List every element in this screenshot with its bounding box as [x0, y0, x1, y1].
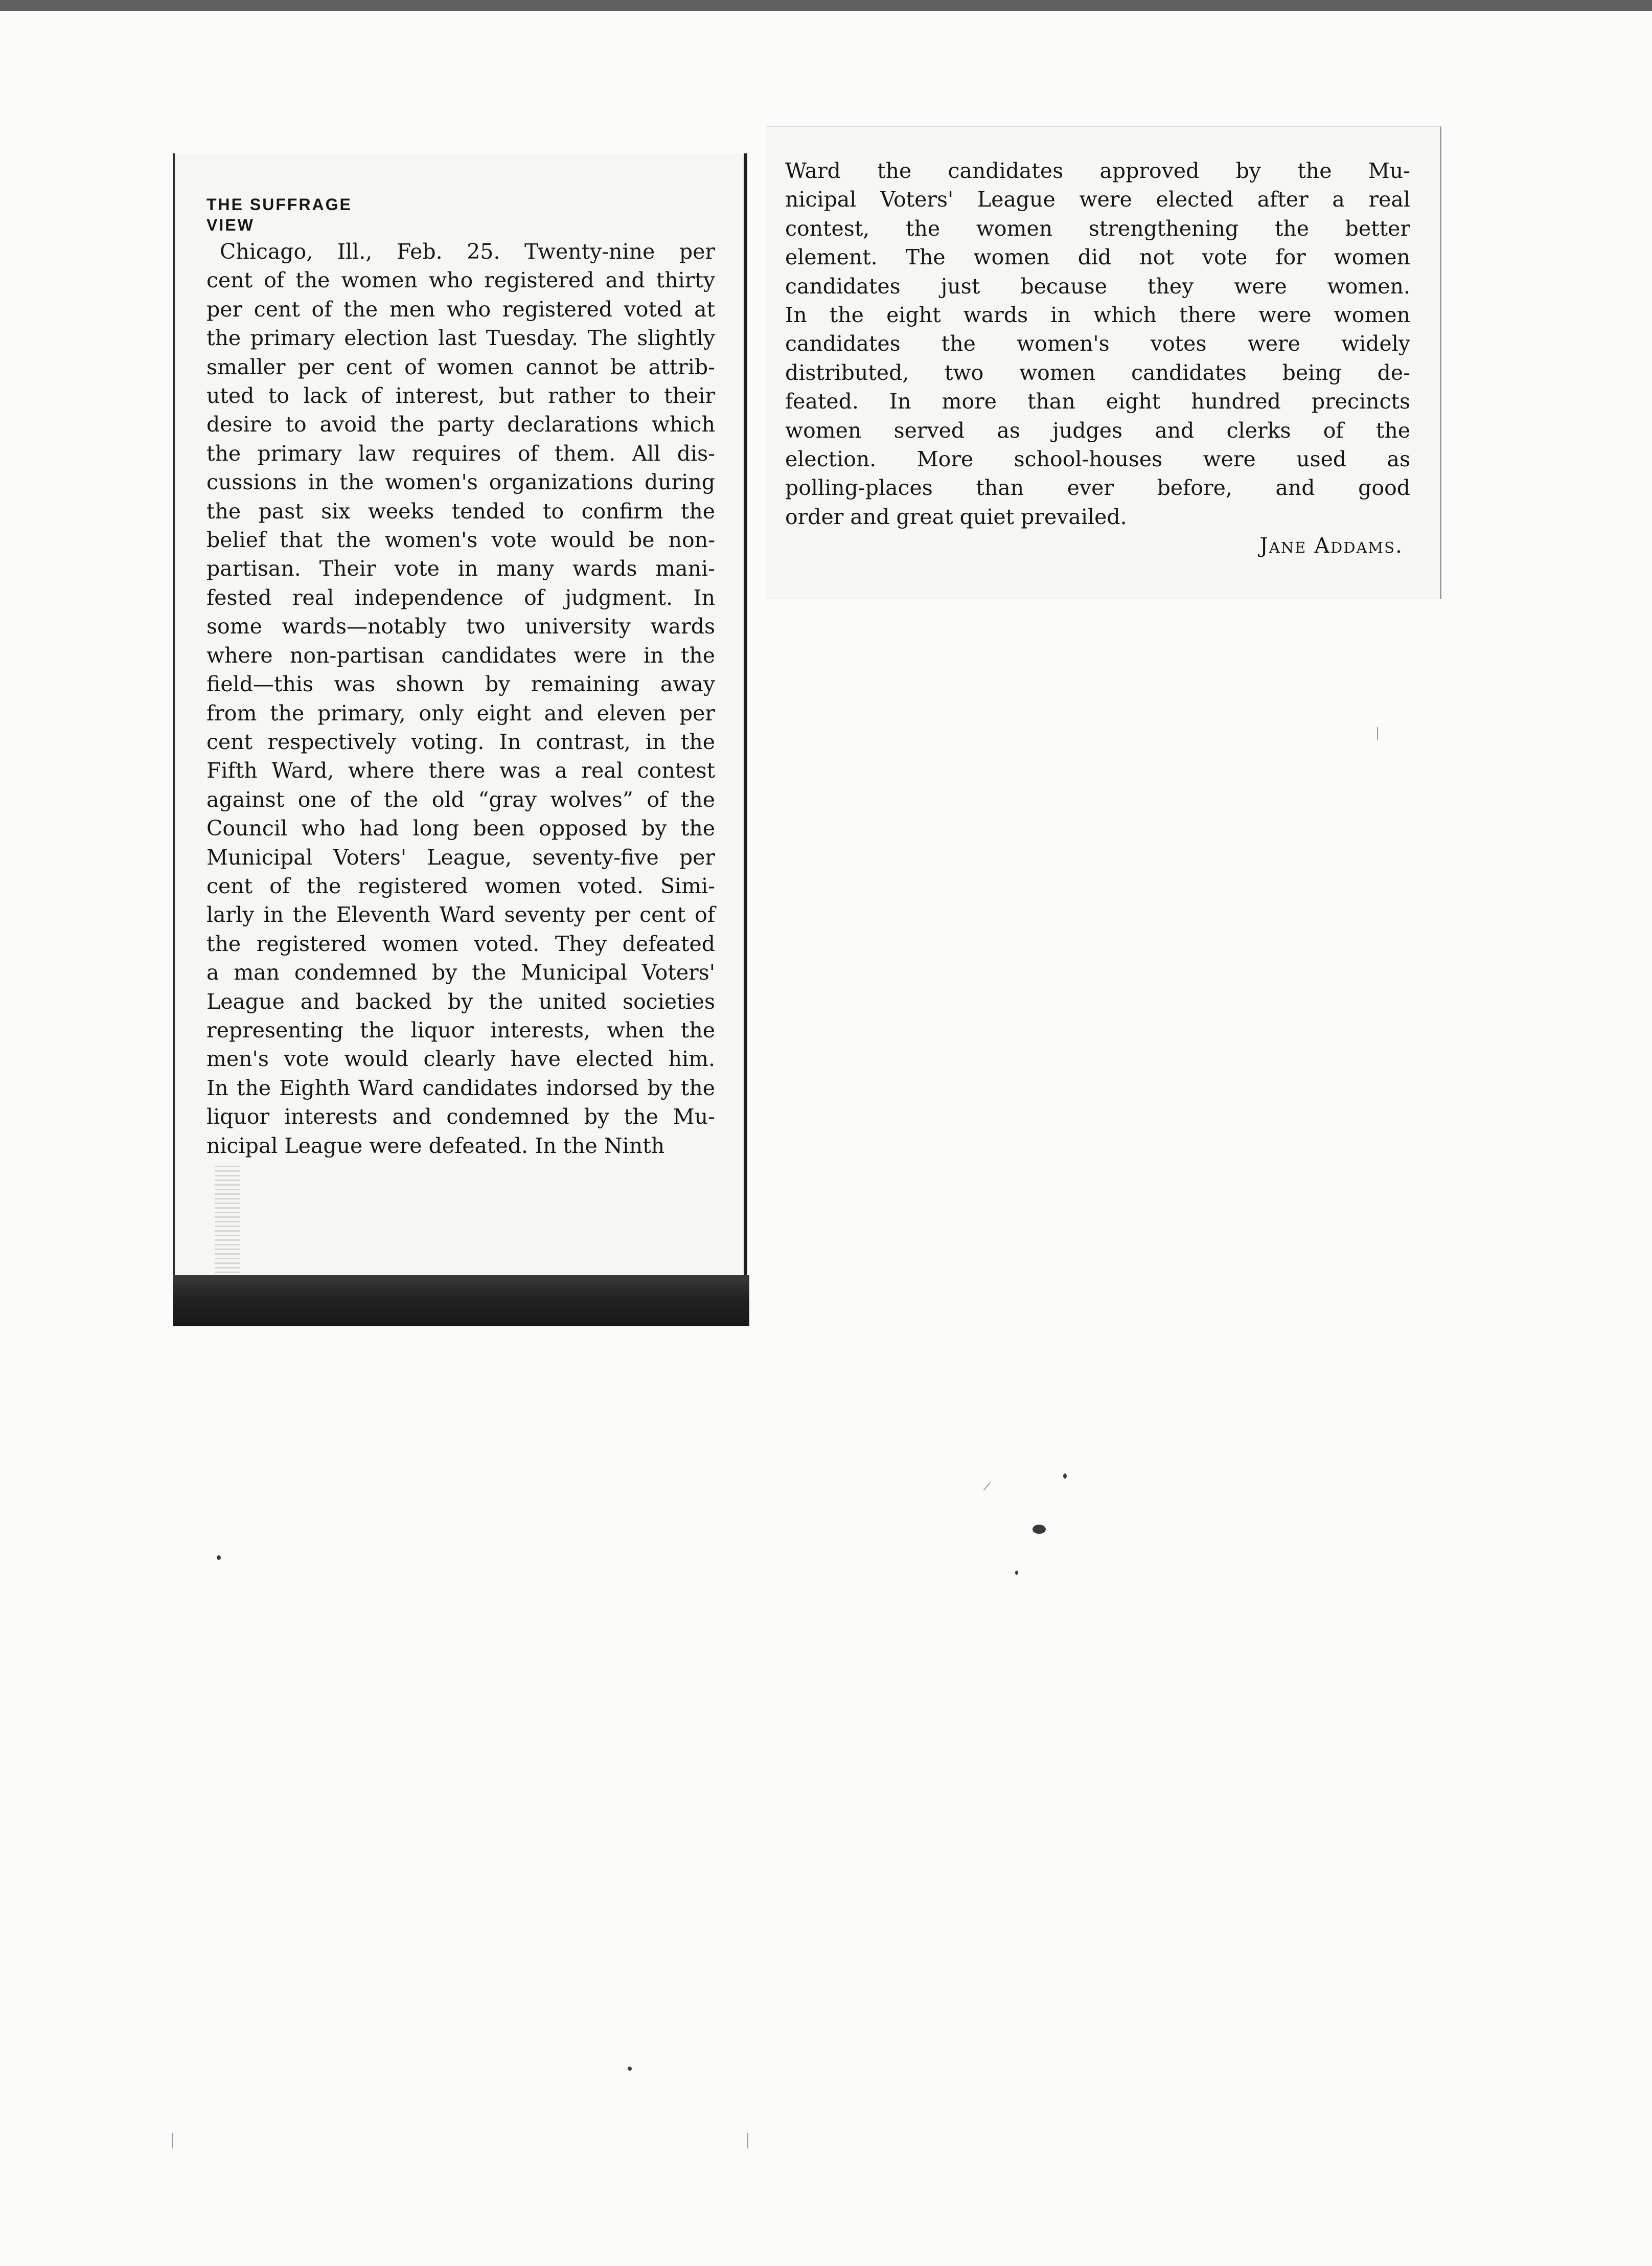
heading-line-2: VIEW	[206, 216, 255, 234]
text-line: field—this was shown by remaining away	[206, 672, 715, 697]
text-line: Chicago, Ill., Feb. 25. Twenty-nine per	[220, 239, 715, 264]
text-line: In the eight wards in which there were women	[785, 303, 1410, 328]
text-line: League and backed by the united societies	[206, 989, 715, 1014]
text-line: candidates just because they were women.	[785, 274, 1410, 299]
text-line: some wards—notably two university wards	[206, 614, 715, 639]
text-line: per cent of the men who registered voted at	[206, 297, 715, 322]
torn-edge-strip	[173, 1275, 749, 1326]
article-body-left	[206, 237, 715, 1160]
text-line: polling-places than ever before, and good	[785, 475, 1410, 501]
author-signature: Jane Addams.	[1259, 533, 1403, 558]
text-line: cent of the women who registered and thirty	[206, 268, 715, 293]
ink-speck	[1015, 1571, 1018, 1575]
text-line: against one of the old “gray wolves” of the	[206, 787, 715, 812]
text-line: the primary law requires of them. All dis-	[206, 441, 715, 466]
text-line: belief that the women's vote would be non-	[206, 528, 715, 553]
text-line: liquor interests and condemned by the Mu-	[206, 1104, 715, 1129]
text-line: fested real independence of judgment. In	[206, 585, 715, 610]
scan-scratch	[983, 1482, 991, 1491]
text-line: Ward the candidates approved by the Mu-	[785, 158, 1410, 183]
text-line: the primary election last Tuesday. The slightly	[206, 326, 715, 351]
text-line: women served as judges and clerks of the	[785, 418, 1410, 443]
text-line: cussions in the women's organizations during	[206, 470, 715, 495]
text-line: Municipal Voters' League, seventy-five per	[206, 845, 715, 870]
scan-scratch	[747, 2133, 748, 2148]
text-line: a man condemned by the Municipal Voters'	[206, 960, 715, 985]
text-line: Fifth Ward, where there was a real contest	[206, 758, 715, 783]
text-line: nicipal League were defeated. In the Ninth	[206, 1133, 665, 1158]
ink-speck	[1032, 1525, 1046, 1534]
ink-speck	[217, 1555, 221, 1560]
clipping-right-column	[767, 126, 1441, 599]
clipping-left-column	[173, 153, 747, 1325]
text-line: larly in the Eleventh Ward seventy per cent of	[206, 902, 715, 927]
text-line: In the Eighth Ward candidates indorsed by the	[206, 1075, 715, 1100]
text-line: the registered women voted. They defeated	[206, 931, 715, 956]
text-line: representing the liquor interests, when the	[206, 1017, 715, 1043]
text-line: contest, the women strengthening the better	[785, 216, 1410, 241]
heading-line-1: THE SUFFRAGE	[206, 195, 352, 214]
text-line: men's vote would clearly have elected him.	[206, 1047, 715, 1072]
text-line: partisan. Their vote in many wards mani-	[206, 556, 715, 581]
text-line: candidates the women's votes were widely	[785, 331, 1410, 356]
text-line: cent of the registered women voted. Simi-	[206, 873, 715, 898]
text-line: smaller per cent of women cannot be attrib-	[206, 354, 715, 379]
text-line: Council who had long been opposed by the	[206, 816, 715, 841]
text-line: nicipal Voters' League were elected after a real	[785, 187, 1410, 212]
scan-scratch	[1377, 727, 1378, 740]
text-line: where non-partisan candidates were in the	[206, 643, 715, 668]
text-line: feated. In more than eight hundred precincts	[785, 389, 1410, 414]
scan-noise	[215, 1166, 240, 1278]
text-line: cent respectively voting. In contrast, in the	[206, 729, 715, 754]
text-line: uted to lack of interest, but rather to their	[206, 383, 715, 409]
text-line: the past six weeks tended to confirm the	[206, 498, 715, 524]
section-heading	[206, 194, 715, 235]
ink-speck	[628, 2067, 632, 2071]
text-line: order and great quiet prevailed.	[785, 504, 1127, 529]
scanned-page	[0, 11, 1652, 2266]
text-line: element. The women did not vote for women	[785, 245, 1410, 270]
scan-scratch	[172, 2133, 173, 2148]
text-line: from the primary, only eight and eleven per	[206, 700, 715, 726]
text-line: distributed, two women candidates being de-	[785, 360, 1410, 385]
article-body-right	[785, 156, 1410, 531]
text-line: desire to avoid the party declarations which	[206, 412, 715, 437]
ink-speck	[1063, 1474, 1067, 1479]
text-line: election. More school-houses were used as	[785, 447, 1410, 472]
